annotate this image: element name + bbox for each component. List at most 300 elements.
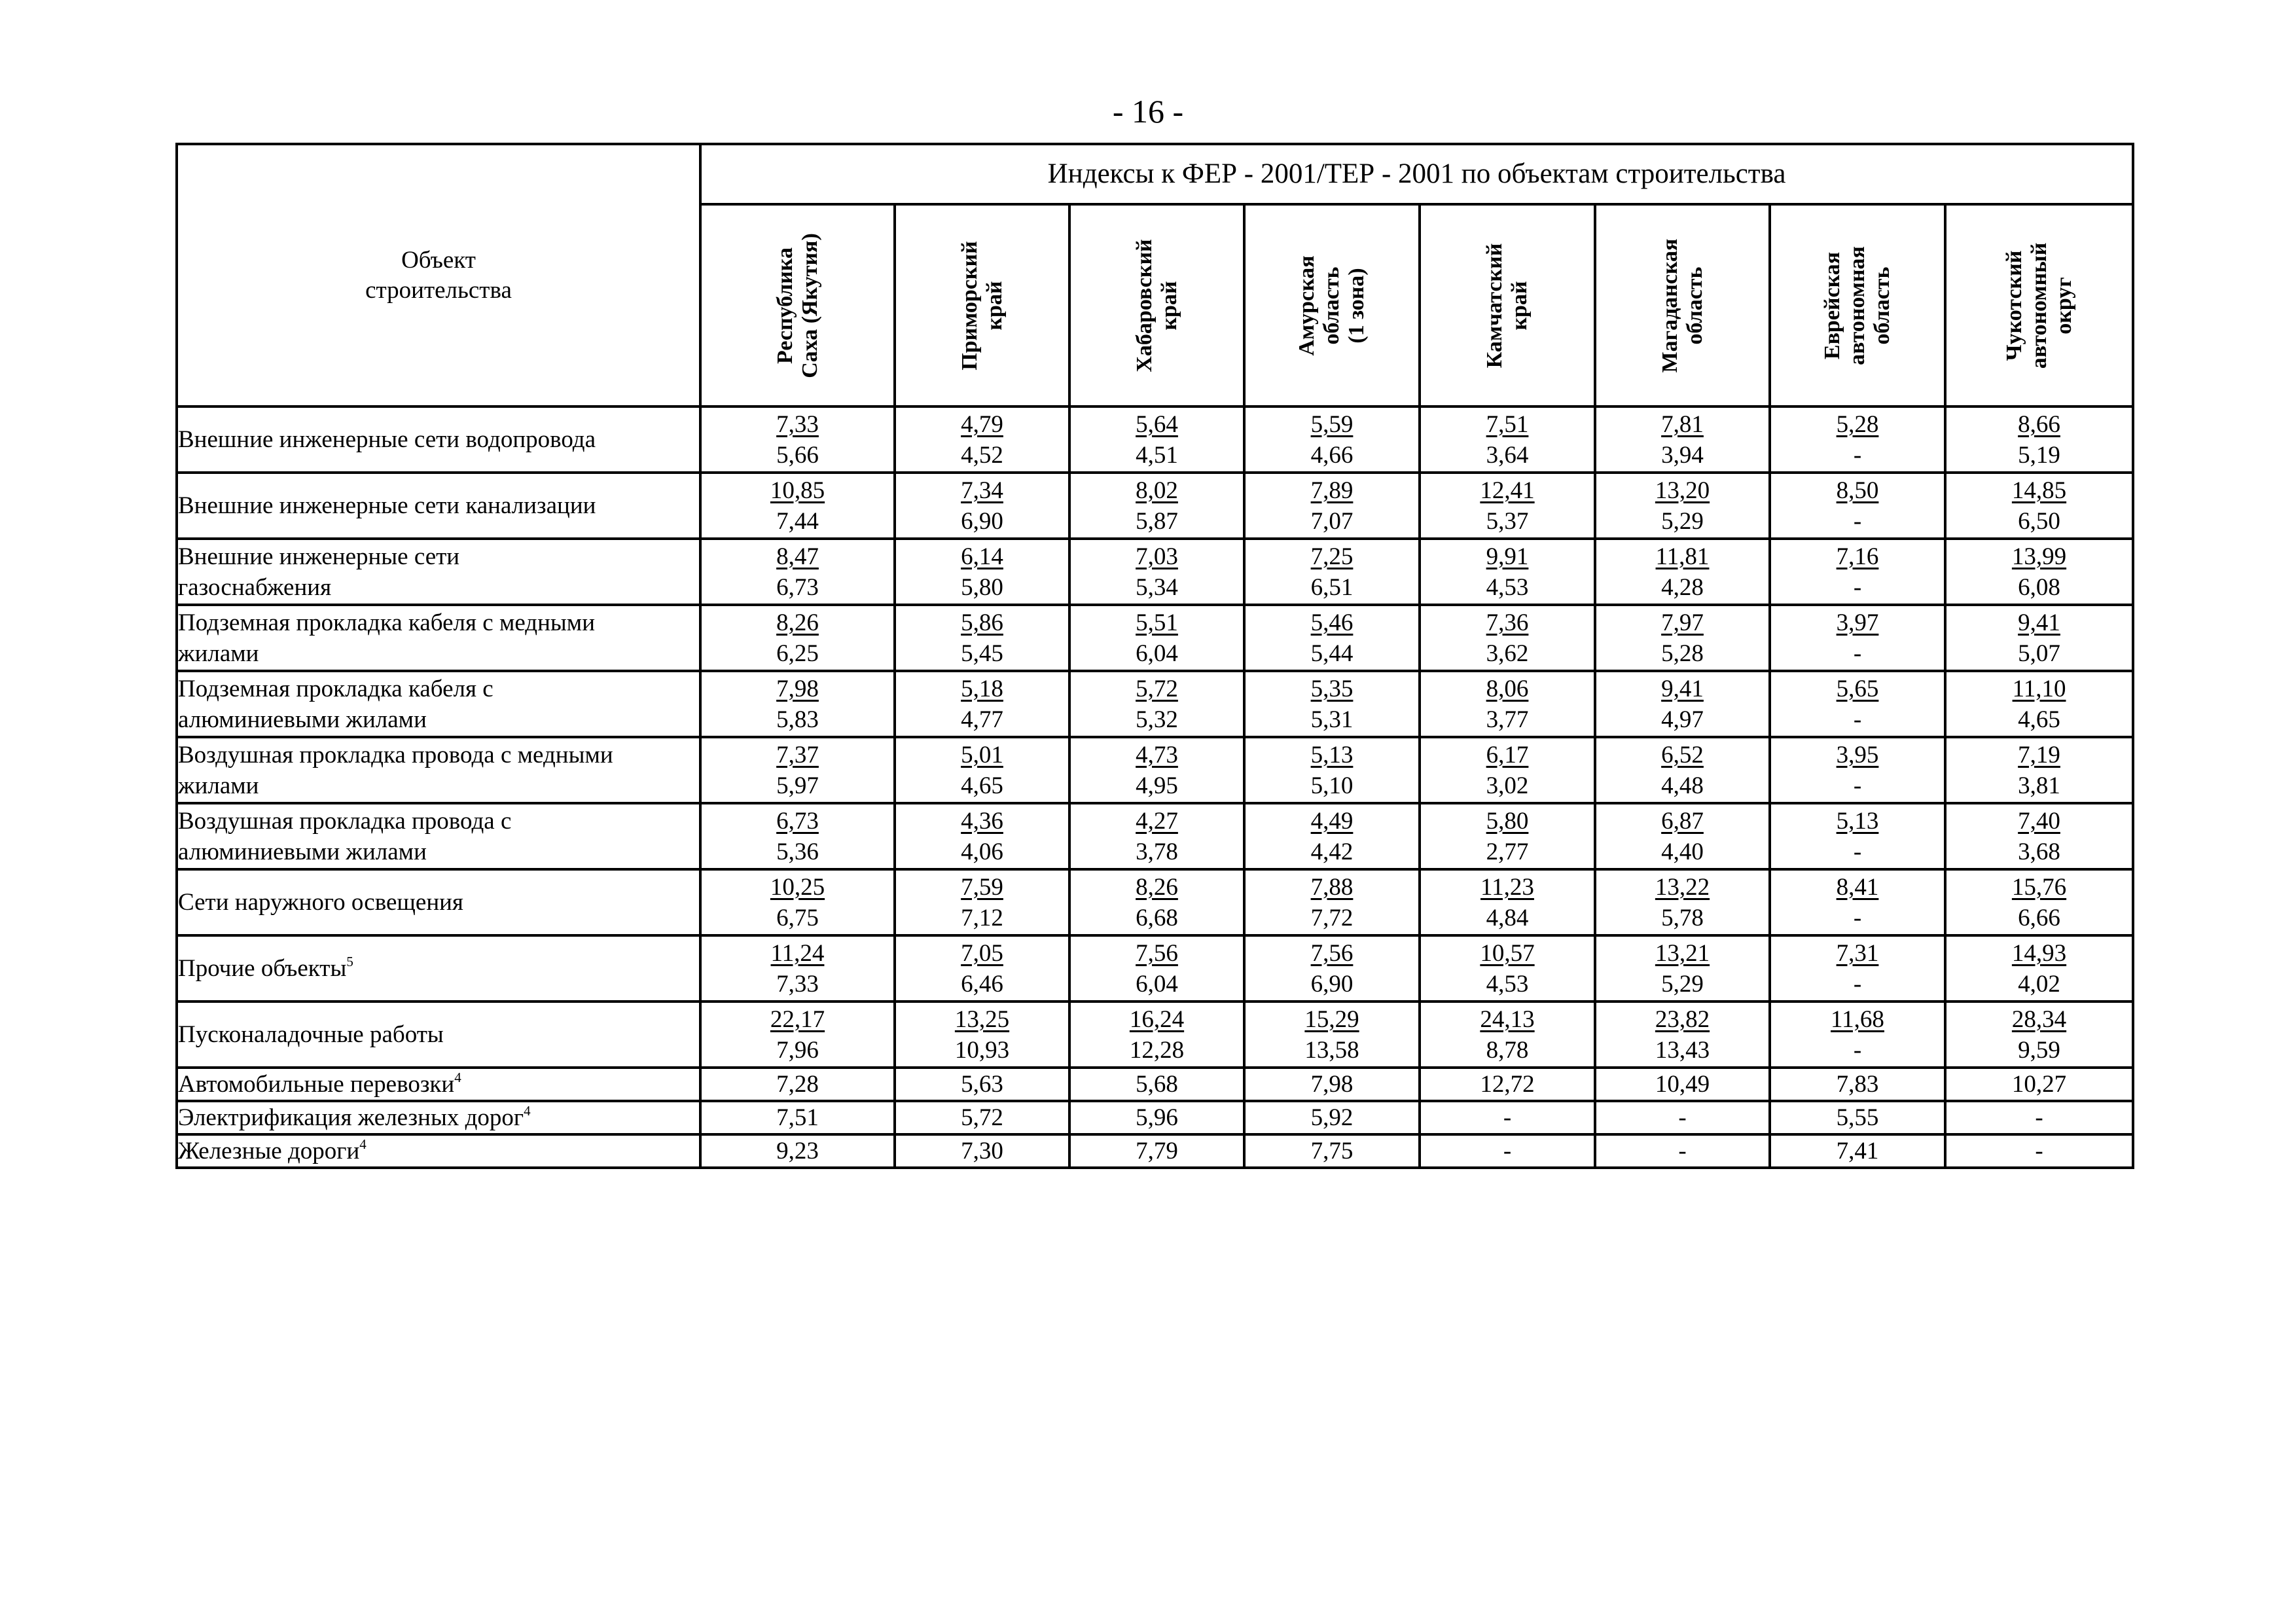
index-value-top (896, 872, 1068, 903)
index-cell (895, 737, 1069, 803)
index-value-underlined: 8,26 (776, 609, 819, 636)
index-group-header: Индексы к ФЕР - 2001/ТЕР - 2001 по объектам строительства (700, 144, 2133, 204)
index-cell: 12,72 (1420, 1068, 1595, 1101)
index-cell: 5,96 (1069, 1101, 1244, 1134)
index-value-top (702, 409, 893, 440)
index-value-bottom: 3,81 (2018, 772, 2060, 799)
index-value-bottom: 4,28 (1661, 573, 1704, 601)
object-name-cell (177, 935, 700, 1001)
index-cell: - (1945, 1101, 2133, 1134)
object-header-text: Объект строительства (365, 246, 512, 304)
footnote-marker: 4 (454, 1070, 461, 1085)
index-value-top (1071, 872, 1243, 903)
index-value-bottom: 10,93 (954, 1036, 1010, 1064)
index-value-bottom: 5,07 (2018, 640, 2060, 667)
index-value-bottom: 7,33 (776, 970, 819, 998)
object-name-cell (177, 737, 700, 803)
object-name-cell (177, 406, 700, 473)
index-value-bottom: - (1853, 970, 1862, 998)
index-value-top (702, 806, 893, 837)
region-header (895, 204, 1069, 406)
index-cell (1420, 737, 1595, 803)
index-cell: 5,68 (1069, 1068, 1244, 1101)
index-value-top (702, 674, 893, 704)
index-value-bottom: 4,40 (1661, 838, 1704, 865)
index-cell (1420, 671, 1595, 737)
index-cell (700, 406, 895, 473)
index-value-underlined: 6,87 (1661, 807, 1704, 835)
index-cell (895, 803, 1069, 869)
index-value-bottom: 7,12 (961, 904, 1003, 931)
index-value-top (1946, 409, 2132, 440)
index-cell: 5,63 (895, 1068, 1069, 1101)
index-cell (1069, 1001, 1244, 1068)
index-value-bottom: 13,43 (1655, 1036, 1710, 1064)
index-value-bottom: 3,64 (1486, 441, 1529, 469)
index-cell: - (1595, 1134, 1770, 1168)
index-value-bottom: 3,62 (1486, 640, 1529, 667)
index-value-underlined: 22,17 (770, 1005, 825, 1033)
index-cell (1945, 935, 2133, 1001)
index-value-top (1071, 806, 1243, 837)
region-header (1945, 204, 2133, 406)
index-value-top (1421, 872, 1594, 903)
index-value-bottom: 6,66 (2018, 904, 2060, 931)
index-value-top (702, 740, 893, 770)
index-value-underlined: 7,51 (1486, 410, 1529, 438)
index-value-top (1246, 409, 1418, 440)
index-value-top (1071, 409, 1243, 440)
index-value-bottom: 3,68 (2018, 838, 2060, 865)
index-value-top (1946, 475, 2132, 506)
index-value-bottom: 9,59 (2018, 1036, 2060, 1064)
index-value-underlined: 7,40 (2018, 807, 2060, 835)
index-value-top (1771, 409, 1944, 440)
index-value-underlined: 7,25 (1310, 543, 1354, 570)
table-body (177, 406, 2133, 1168)
object-name: Автомобильные перевозки (178, 1071, 455, 1098)
index-cell: 10,27 (1945, 1068, 2133, 1101)
index-value-underlined: 5,51 (1136, 609, 1178, 636)
index-cell (1595, 605, 1770, 671)
region-header-text: Магаданская область (1657, 238, 1707, 372)
index-value-bottom: 4,48 (1661, 772, 1704, 799)
index-value-bottom: 6,04 (1136, 640, 1178, 667)
index-value-bottom: 5,10 (1310, 772, 1354, 799)
index-cell (700, 605, 895, 671)
index-value-top (1421, 740, 1594, 770)
index-value-top (702, 938, 893, 969)
index-value-underlined: 5,80 (1486, 807, 1529, 835)
index-value-underlined: 7,98 (776, 675, 819, 702)
footnote-marker: 5 (346, 954, 353, 969)
object-name-cell (177, 1001, 700, 1068)
index-value-bottom: 7,07 (1310, 507, 1354, 535)
index-cell: - (1420, 1134, 1595, 1168)
object-name: Сети наружного освещения (178, 889, 463, 916)
index-value-underlined: 6,17 (1486, 741, 1529, 768)
index-value-underlined: 16,24 (1129, 1005, 1185, 1033)
index-value-top (1246, 1004, 1418, 1035)
index-value-underlined: 5,01 (961, 741, 1003, 768)
index-value-underlined: 10,25 (770, 873, 825, 901)
index-value-underlined: 8,02 (1136, 477, 1178, 504)
index-value-underlined: 3,97 (1836, 609, 1879, 636)
index-value-top (702, 872, 893, 903)
region-header-text: Хабаровский край (1132, 238, 1181, 372)
object-name: Воздушная прокладка провода с алюминиевыми жилами (178, 807, 512, 865)
index-value-underlined: 11,23 (1480, 873, 1534, 901)
object-name-cell (177, 1068, 700, 1101)
index-cell: - (1420, 1101, 1595, 1134)
index-value-underlined: 7,97 (1661, 609, 1704, 636)
index-cell (1945, 1001, 2133, 1068)
index-value-top (1596, 607, 1768, 638)
index-value-underlined: 7,56 (1310, 939, 1354, 967)
index-value-top (1771, 872, 1944, 903)
index-value-underlined: 4,49 (1310, 807, 1354, 835)
index-value-top (1246, 607, 1418, 638)
index-value-underlined: 11,10 (2012, 675, 2066, 702)
index-value-top (702, 475, 893, 506)
index-value-underlined: 5,18 (961, 675, 1003, 702)
region-header (1420, 204, 1595, 406)
index-cell (700, 935, 895, 1001)
index-value-bottom: 4,53 (1486, 970, 1529, 998)
index-cell: 7,83 (1770, 1068, 1945, 1101)
index-value-top (896, 541, 1068, 572)
index-value-bottom: 5,44 (1310, 640, 1354, 667)
index-value-underlined: 9,41 (2018, 609, 2060, 636)
index-cell (1420, 473, 1595, 539)
index-value-underlined: 11,81 (1655, 543, 1710, 570)
index-cell (1244, 869, 1420, 935)
index-value-underlined: 13,22 (1655, 873, 1710, 901)
index-cell: 10,49 (1595, 1068, 1770, 1101)
index-cell (1069, 605, 1244, 671)
index-value-bottom: 5,78 (1661, 904, 1704, 931)
index-cell (700, 1001, 895, 1068)
index-value-top (1771, 541, 1944, 572)
region-header-text: Еврейская автономная область (1820, 245, 1894, 365)
index-cell (1945, 803, 2133, 869)
index-value-bottom: 3,02 (1486, 772, 1529, 799)
index-value-underlined: 4,27 (1136, 807, 1178, 835)
index-value-top (1421, 541, 1594, 572)
construction-index-table (175, 143, 2134, 1169)
object-name-cell (177, 671, 700, 737)
index-cell: 7,51 (700, 1101, 895, 1134)
index-value-bottom: 6,90 (961, 507, 1003, 535)
index-cell: - (1595, 1101, 1770, 1134)
index-value-bottom: 4,53 (1486, 573, 1529, 601)
index-value-top (1246, 740, 1418, 770)
index-cell: 9,23 (700, 1134, 895, 1168)
index-value-bottom: - (1853, 507, 1862, 535)
index-value-underlined: 7,36 (1486, 609, 1529, 636)
index-value-bottom: 12,28 (1129, 1036, 1185, 1064)
index-value-top (896, 607, 1068, 638)
index-value-underlined: 15,29 (1304, 1005, 1359, 1033)
index-value-bottom: 3,78 (1136, 838, 1178, 865)
index-value-underlined: 5,35 (1310, 675, 1354, 702)
region-header (1069, 204, 1244, 406)
index-cell (895, 935, 1069, 1001)
index-cell (1595, 935, 1770, 1001)
region-header-text: Приморский край (957, 240, 1007, 370)
index-cell (700, 737, 895, 803)
index-value-top (1596, 938, 1768, 969)
index-cell (1945, 406, 2133, 473)
index-value-top (1421, 607, 1594, 638)
index-value-bottom: - (1853, 640, 1862, 667)
index-value-top (1946, 541, 2132, 572)
index-cell (1770, 935, 1945, 1001)
index-value-bottom: 6,90 (1310, 970, 1354, 998)
index-value-bottom: 6,75 (776, 904, 819, 931)
index-cell (1595, 539, 1770, 605)
index-value-bottom: 6,73 (776, 573, 819, 601)
index-value-bottom: 7,44 (776, 507, 819, 535)
index-value-underlined: 13,21 (1655, 939, 1710, 967)
index-value-bottom: 5,36 (776, 838, 819, 865)
index-value-top (1946, 740, 2132, 770)
index-value-underlined: 9,41 (1661, 675, 1704, 702)
index-cell (1770, 539, 1945, 605)
index-value-underlined: 13,25 (954, 1005, 1010, 1033)
index-cell (1770, 737, 1945, 803)
index-cell: 5,92 (1244, 1101, 1420, 1134)
index-value-underlined: 6,52 (1661, 741, 1704, 768)
index-cell (700, 671, 895, 737)
index-value-underlined: 14,85 (2011, 477, 2067, 504)
index-value-underlined: 7,19 (2018, 741, 2060, 768)
index-cell (895, 605, 1069, 671)
index-value-top (1421, 938, 1594, 969)
index-value-bottom: 4,65 (2018, 706, 2060, 733)
object-name: Внешние инженерные сети водопровода (178, 426, 596, 453)
index-cell (1595, 671, 1770, 737)
index-value-underlined: 7,81 (1661, 410, 1704, 438)
index-value-bottom: 13,58 (1304, 1036, 1359, 1064)
table-row (177, 605, 2133, 671)
index-value-underlined: 11,24 (770, 939, 825, 967)
index-value-top (1771, 674, 1944, 704)
index-value-underlined: 4,73 (1136, 741, 1178, 768)
table-row (177, 1101, 2133, 1134)
object-name-cell (177, 473, 700, 539)
index-value-underlined: 15,76 (2011, 873, 2067, 901)
index-value-underlined: 8,47 (776, 543, 819, 570)
index-cell (700, 539, 895, 605)
index-value-underlined: 24,13 (1480, 1005, 1535, 1033)
index-cell (895, 473, 1069, 539)
index-cell (1420, 869, 1595, 935)
index-value-top (896, 674, 1068, 704)
object-name: Прочие объекты (178, 955, 347, 982)
index-value-bottom: 4,42 (1310, 838, 1354, 865)
index-value-underlined: 5,65 (1836, 675, 1879, 702)
index-value-top (1771, 475, 1944, 506)
index-value-bottom: 4,95 (1136, 772, 1178, 799)
index-value-bottom: 4,66 (1310, 441, 1354, 469)
object-column-header (177, 144, 700, 406)
index-value-underlined: 7,37 (776, 741, 819, 768)
index-value-underlined: 7,89 (1310, 477, 1354, 504)
index-value-bottom: 6,04 (1136, 970, 1178, 998)
index-value-bottom: - (1853, 1036, 1862, 1064)
object-name: Внешние инженерные сети канализации (178, 492, 596, 519)
index-value-top (1596, 409, 1768, 440)
table-row (177, 473, 2133, 539)
index-value-underlined: 4,36 (961, 807, 1003, 835)
index-value-underlined: 5,46 (1310, 609, 1354, 636)
index-cell (700, 869, 895, 935)
index-cell (895, 1001, 1069, 1068)
region-header-text: Камчатский край (1482, 243, 1532, 368)
index-value-bottom: 6,46 (961, 970, 1003, 998)
index-value-bottom: - (1853, 706, 1862, 733)
index-cell: 7,79 (1069, 1134, 1244, 1168)
index-cell (1770, 406, 1945, 473)
index-value-top (1071, 740, 1243, 770)
index-value-bottom: 4,52 (961, 441, 1003, 469)
index-cell (1945, 605, 2133, 671)
index-value-top (1071, 1004, 1243, 1035)
page-number: - 16 - (1112, 93, 1184, 130)
index-value-top (1946, 938, 2132, 969)
object-name: Пусконаладочные работы (178, 1021, 444, 1048)
index-value-underlined: 8,41 (1836, 873, 1879, 901)
index-cell (1244, 737, 1420, 803)
index-cell (1595, 473, 1770, 539)
index-value-top (896, 1004, 1068, 1035)
index-value-underlined: 7,88 (1310, 873, 1354, 901)
index-cell (1244, 803, 1420, 869)
index-value-top (1246, 541, 1418, 572)
object-name-cell (177, 1101, 700, 1134)
table-row (177, 935, 2133, 1001)
index-value-bottom: 6,51 (1310, 573, 1354, 601)
index-cell: 5,72 (895, 1101, 1069, 1134)
index-value-top (1071, 475, 1243, 506)
index-value-bottom: - (1853, 838, 1862, 865)
index-cell (1069, 737, 1244, 803)
index-cell (895, 671, 1069, 737)
index-value-top (1246, 806, 1418, 837)
index-value-bottom: 5,32 (1136, 706, 1178, 733)
index-cell: 5,55 (1770, 1101, 1945, 1134)
index-value-underlined: 7,59 (961, 873, 1003, 901)
index-value-bottom: 7,96 (776, 1036, 819, 1064)
index-cell (1420, 935, 1595, 1001)
index-cell (1244, 605, 1420, 671)
index-value-bottom: 4,02 (2018, 970, 2060, 998)
index-value-underlined: 8,06 (1486, 675, 1529, 702)
table-row (177, 1134, 2133, 1168)
index-cell (1069, 671, 1244, 737)
index-value-top (896, 409, 1068, 440)
index-cell (1770, 1001, 1945, 1068)
index-value-top (1946, 1004, 2132, 1035)
index-value-bottom: - (1853, 772, 1862, 799)
index-value-bottom: 4,51 (1136, 441, 1178, 469)
index-value-underlined: 5,13 (1310, 741, 1354, 768)
index-value-top (1596, 806, 1768, 837)
index-value-top (1771, 938, 1944, 969)
index-cell (1595, 406, 1770, 473)
index-value-bottom: 6,50 (2018, 507, 2060, 535)
object-name: Железные дороги (178, 1138, 360, 1164)
index-value-top (1246, 674, 1418, 704)
index-value-underlined: 5,72 (1136, 675, 1178, 702)
region-header (1244, 204, 1420, 406)
index-value-top (896, 740, 1068, 770)
index-value-top (1246, 475, 1418, 506)
index-cell (1244, 473, 1420, 539)
index-cell (1595, 869, 1770, 935)
index-value-bottom: 5,97 (776, 772, 819, 799)
index-cell (700, 803, 895, 869)
index-value-top (1771, 607, 1944, 638)
index-value-underlined: 14,93 (2011, 939, 2067, 967)
index-value-bottom: 5,83 (776, 706, 819, 733)
index-cell (1069, 803, 1244, 869)
index-value-bottom: 5,28 (1661, 640, 1704, 667)
index-value-underlined: 8,26 (1136, 873, 1178, 901)
index-value-bottom: 3,77 (1486, 706, 1529, 733)
index-cell (1595, 1001, 1770, 1068)
index-value-top (1071, 938, 1243, 969)
index-cell (1595, 737, 1770, 803)
index-value-bottom: 5,80 (961, 573, 1003, 601)
index-value-top (896, 475, 1068, 506)
index-value-top (702, 541, 893, 572)
index-cell (1069, 406, 1244, 473)
index-value-bottom: 8,78 (1486, 1036, 1529, 1064)
region-header (1770, 204, 1945, 406)
index-value-top (1596, 541, 1768, 572)
index-cell (895, 406, 1069, 473)
index-value-top (1596, 475, 1768, 506)
index-value-bottom: 4,97 (1661, 706, 1704, 733)
index-cell (1770, 803, 1945, 869)
region-header-text: Чукотский автономный округ (2001, 242, 2076, 369)
index-cell (1069, 473, 1244, 539)
index-value-bottom: - (1853, 573, 1862, 601)
index-value-top (896, 938, 1068, 969)
index-value-top (1421, 674, 1594, 704)
table-row (177, 1068, 2133, 1101)
index-value-underlined: 7,03 (1136, 543, 1178, 570)
index-value-bottom: 4,77 (961, 706, 1003, 733)
index-value-bottom: - (1853, 904, 1862, 931)
index-value-bottom: 5,29 (1661, 970, 1704, 998)
object-name-cell (177, 1134, 700, 1168)
index-cell (1770, 473, 1945, 539)
object-name: Электрификация железных дорог (178, 1104, 524, 1131)
object-name-cell (177, 539, 700, 605)
index-value-bottom: 6,08 (2018, 573, 2060, 601)
index-cell (1244, 539, 1420, 605)
index-value-bottom: 6,25 (776, 640, 819, 667)
index-value-underlined: 6,73 (776, 807, 819, 835)
table-row (177, 803, 2133, 869)
index-value-bottom: 5,29 (1661, 507, 1704, 535)
index-value-bottom: 5,19 (2018, 441, 2060, 469)
index-cell (1069, 539, 1244, 605)
index-value-underlined: 7,31 (1836, 939, 1879, 967)
